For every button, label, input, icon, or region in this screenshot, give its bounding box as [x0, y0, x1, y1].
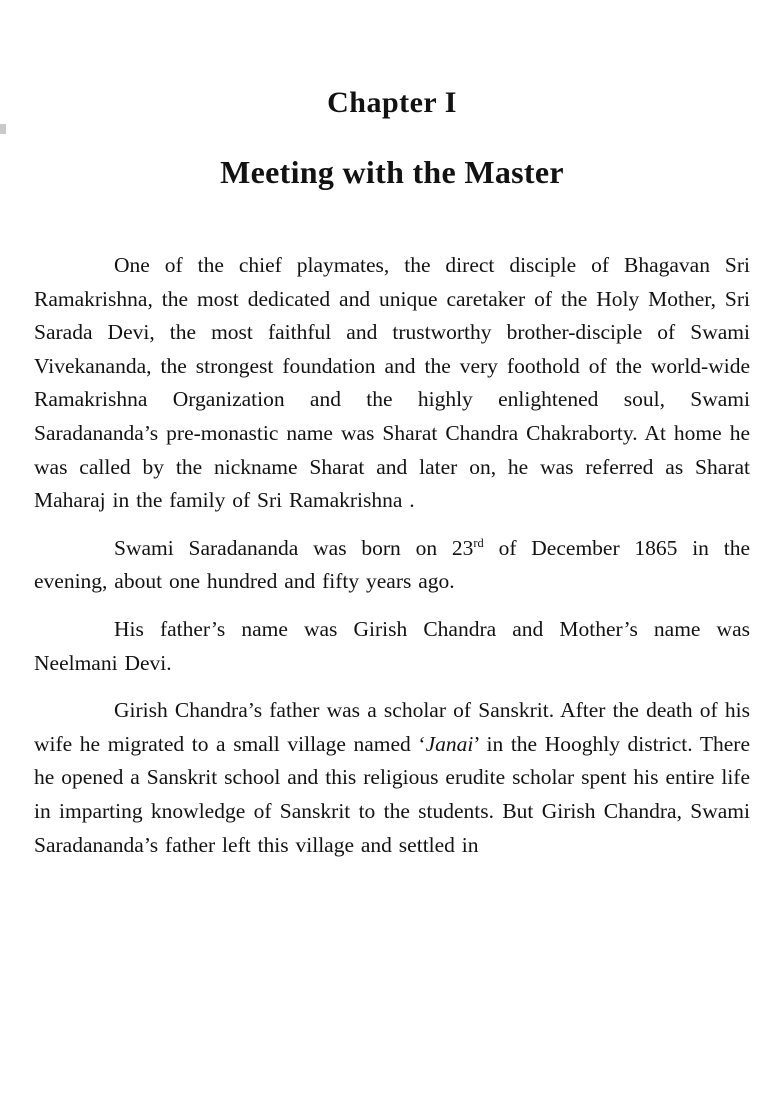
paragraph-grandfather — [34, 694, 750, 862]
paragraph-parents — [34, 613, 750, 680]
scan-edge-artifact — [0, 124, 6, 134]
paragraph-text: ’ in the Hooghly district. There he opened a Sanskrit school and this religious erudite scholar spent his entire life in imparting knowledge of Sanskrit to the students. But Girish Chandra, Swami Saradananda’s father left this village and settled in — [34, 731, 750, 857]
paragraph-text: Girish Chandra’s father was a scholar of Sanskrit. After the death of his wife he migrated to a small village named ‘ — [34, 698, 750, 756]
paragraph-text: His father’s name was Girish Chandra and Mother’s name was Neelmani Devi. — [34, 616, 750, 675]
paragraph-text: One of the chief playmates, the direct disciple of Bhagavan Sri Ramakrishna, the most dedicated and unique caretaker of the Holy Mother, Sri Sarada Devi, the most faithful and trustworthy brother-disciple of Swami Vivekananda, the strongest foundation and the very foothold of the world-wide Ramakrishna Organization and the highly enlightened soul, Swami Saradananda’s pre-monastic name was Sharat Chandra Chakraborty. At home he was called by the nickname Sharat and later on, he was referred as Sharat Maharaj in the family of Sri Ramakrishna . — [34, 253, 750, 513]
ordinal-suffix: rd — [473, 535, 484, 550]
paragraph-birth — [34, 532, 750, 599]
paragraph-intro — [34, 249, 750, 518]
village-name-italic: Janai — [425, 731, 474, 756]
section-title: Meeting with the Master — [220, 154, 564, 190]
paragraph-text: of December 1865 in the evening, about one hundred and fifty years ago. — [34, 535, 750, 594]
paragraph-text: Swami Saradananda was born on 23 — [114, 535, 474, 560]
chapter-title: Chapter I — [327, 86, 457, 119]
